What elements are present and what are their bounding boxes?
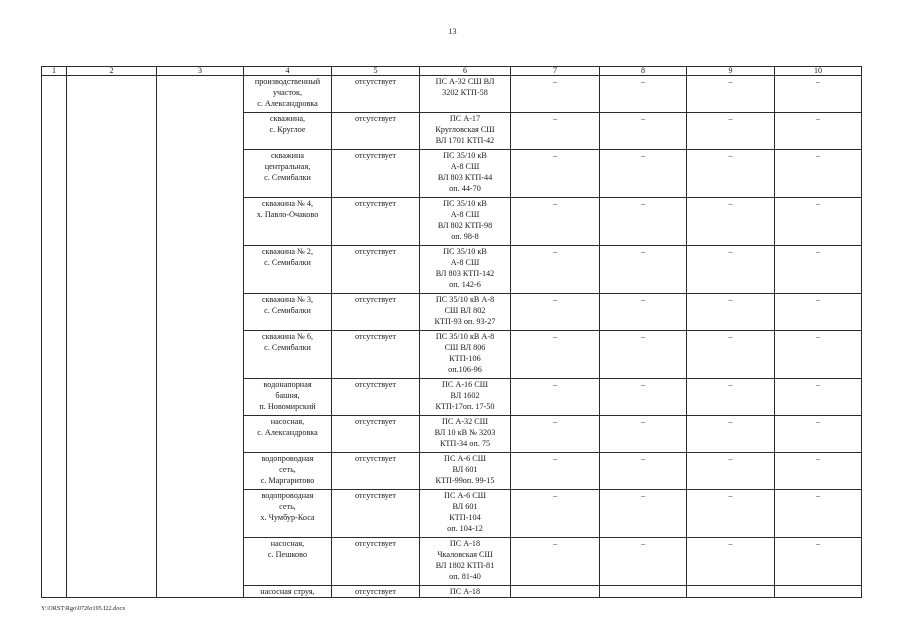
column-number-7: 7 <box>511 67 600 76</box>
power-source-cell: ПС 35/10 кВ А-8 СШ ВЛ 806 КТП-106 оп.106-96 <box>420 331 511 379</box>
col8-cell: – <box>600 453 687 490</box>
object-name-cell: скважина, с. Круглое <box>244 113 332 150</box>
file-path-footer: Y:\ORST\Rgo\0726r195.f22.docx <box>41 606 126 612</box>
col9-cell: – <box>687 294 775 331</box>
power-source-cell: ПС 35/10 кВ А-8 СШ ВЛ 803 КТП-44 оп. 44-70 <box>420 150 511 198</box>
col10-cell: – <box>775 246 862 294</box>
column-number-10: 10 <box>775 67 862 76</box>
col9-cell: – <box>687 490 775 538</box>
power-source-cell: ПС А-6 СШ ВЛ 601 КТП-104 оп. 104-12 <box>420 490 511 538</box>
status-cell: отсутствует <box>332 198 420 246</box>
col7-cell: – <box>511 490 600 538</box>
col8-cell: – <box>600 538 687 586</box>
col7-cell: – <box>511 331 600 379</box>
power-source-cell: ПС А-17 Кругловская СШ ВЛ 1701 КТП-42 <box>420 113 511 150</box>
col9-cell: – <box>687 198 775 246</box>
col8-cell: – <box>600 490 687 538</box>
col7-cell: – <box>511 538 600 586</box>
col7-cell: – <box>511 198 600 246</box>
object-name-cell: скважина № 2, с. Семибалки <box>244 246 332 294</box>
col9-cell: – <box>687 416 775 453</box>
col10-cell: – <box>775 150 862 198</box>
object-name-cell: водопроводная сеть, с. Маргаритово <box>244 453 332 490</box>
col10-cell: – <box>775 76 862 113</box>
column-number-6: 6 <box>420 67 511 76</box>
col8-cell: – <box>600 416 687 453</box>
col10-cell: – <box>775 379 862 416</box>
column-number-8: 8 <box>600 67 687 76</box>
col8-cell: – <box>600 113 687 150</box>
data-table <box>41 66 862 598</box>
object-name-cell: насосная, с. Александровка <box>244 416 332 453</box>
col9-cell: – <box>687 331 775 379</box>
status-cell: отсутствует <box>332 331 420 379</box>
object-name-cell: насосная струя, <box>244 586 332 598</box>
power-source-cell: ПС 35/10 кВ А-8 СШ ВЛ 802 КТП-98 оп. 98-8 <box>420 198 511 246</box>
power-source-cell: ПС А-32 СШ ВЛ 3202 КТП-58 <box>420 76 511 113</box>
col8-cell: – <box>600 379 687 416</box>
col10-cell: – <box>775 538 862 586</box>
object-name-cell: водопроводная сеть, х. Чумбур-Коса <box>244 490 332 538</box>
col7-cell: – <box>511 453 600 490</box>
column-number-3: 3 <box>157 67 244 76</box>
status-cell: отсутствует <box>332 453 420 490</box>
power-source-cell: ПС А-16 СШ ВЛ 1602 КТП-17оп. 17-50 <box>420 379 511 416</box>
object-name-cell: скважина № 3, с. Семибалки <box>244 294 332 331</box>
object-name-cell: скважина центральная, с. Семибалки <box>244 150 332 198</box>
col10-cell: – <box>775 294 862 331</box>
status-cell: отсутствует <box>332 113 420 150</box>
merged-cell-col-3 <box>157 76 244 598</box>
col7-cell: – <box>511 416 600 453</box>
col10-cell: – <box>775 198 862 246</box>
power-source-cell: ПС А-6 СШ ВЛ 601 КТП-99оп. 99-15 <box>420 453 511 490</box>
col8-cell: – <box>600 331 687 379</box>
col8-cell: – <box>600 150 687 198</box>
col9-cell: – <box>687 246 775 294</box>
col8-cell: – <box>600 198 687 246</box>
col7-cell: – <box>511 294 600 331</box>
object-name-cell: производственный участок, с. Александровка <box>244 76 332 113</box>
col9-cell: – <box>687 113 775 150</box>
col8-cell: – <box>600 246 687 294</box>
object-name-cell: водонапорная башня, п. Новомирский <box>244 379 332 416</box>
column-number-4: 4 <box>244 67 332 76</box>
page-number: 13 <box>448 27 457 36</box>
status-cell: отсутствует <box>332 538 420 586</box>
table-row <box>42 76 862 113</box>
col7-cell <box>511 586 600 598</box>
power-source-cell: ПС А-18 <box>420 586 511 598</box>
column-number-row <box>42 67 862 76</box>
column-number-5: 5 <box>332 67 420 76</box>
status-cell: отсутствует <box>332 490 420 538</box>
col10-cell: – <box>775 331 862 379</box>
power-source-cell: ПС 35/10 кВ А-8 СШ ВЛ 803 КТП-142 оп. 142-6 <box>420 246 511 294</box>
col9-cell: – <box>687 379 775 416</box>
col8-cell <box>600 586 687 598</box>
column-number-9: 9 <box>687 67 775 76</box>
status-cell: отсутствует <box>332 379 420 416</box>
status-cell: отсутствует <box>332 150 420 198</box>
col9-cell: – <box>687 150 775 198</box>
status-cell: отсутствует <box>332 76 420 113</box>
col8-cell: – <box>600 294 687 331</box>
col9-cell <box>687 586 775 598</box>
col7-cell: – <box>511 113 600 150</box>
status-cell: отсутствует <box>332 246 420 294</box>
object-name-cell: скважина № 6, с. Семибалки <box>244 331 332 379</box>
col10-cell: – <box>775 453 862 490</box>
col10-cell: – <box>775 113 862 150</box>
col7-cell: – <box>511 76 600 113</box>
power-source-cell: ПС 35/10 кВ А-8 СШ ВЛ 802 КТП-93 оп. 93-27 <box>420 294 511 331</box>
col10-cell <box>775 586 862 598</box>
merged-cell-col-1 <box>42 76 67 598</box>
col7-cell: – <box>511 379 600 416</box>
col10-cell: – <box>775 490 862 538</box>
status-cell: отсутствует <box>332 416 420 453</box>
col8-cell: – <box>600 76 687 113</box>
merged-cell-col-2 <box>67 76 157 598</box>
power-source-cell: ПС А-18 Чкаловская СШ ВЛ 1802 КТП-81 оп. 81-40 <box>420 538 511 586</box>
power-source-cell: ПС А-32 СШ ВЛ 10 кВ № 3203 КТП-34 оп. 75 <box>420 416 511 453</box>
status-cell: отсутствует <box>332 294 420 331</box>
column-number-2: 2 <box>67 67 157 76</box>
col9-cell: – <box>687 538 775 586</box>
col9-cell: – <box>687 453 775 490</box>
status-cell: отсутствует <box>332 586 420 598</box>
col7-cell: – <box>511 150 600 198</box>
object-name-cell: насосная, с. Пешково <box>244 538 332 586</box>
object-name-cell: скважина № 4, х. Павло-Очаково <box>244 198 332 246</box>
col7-cell: – <box>511 246 600 294</box>
col9-cell: – <box>687 76 775 113</box>
column-number-1: 1 <box>42 67 67 76</box>
col10-cell: – <box>775 416 862 453</box>
